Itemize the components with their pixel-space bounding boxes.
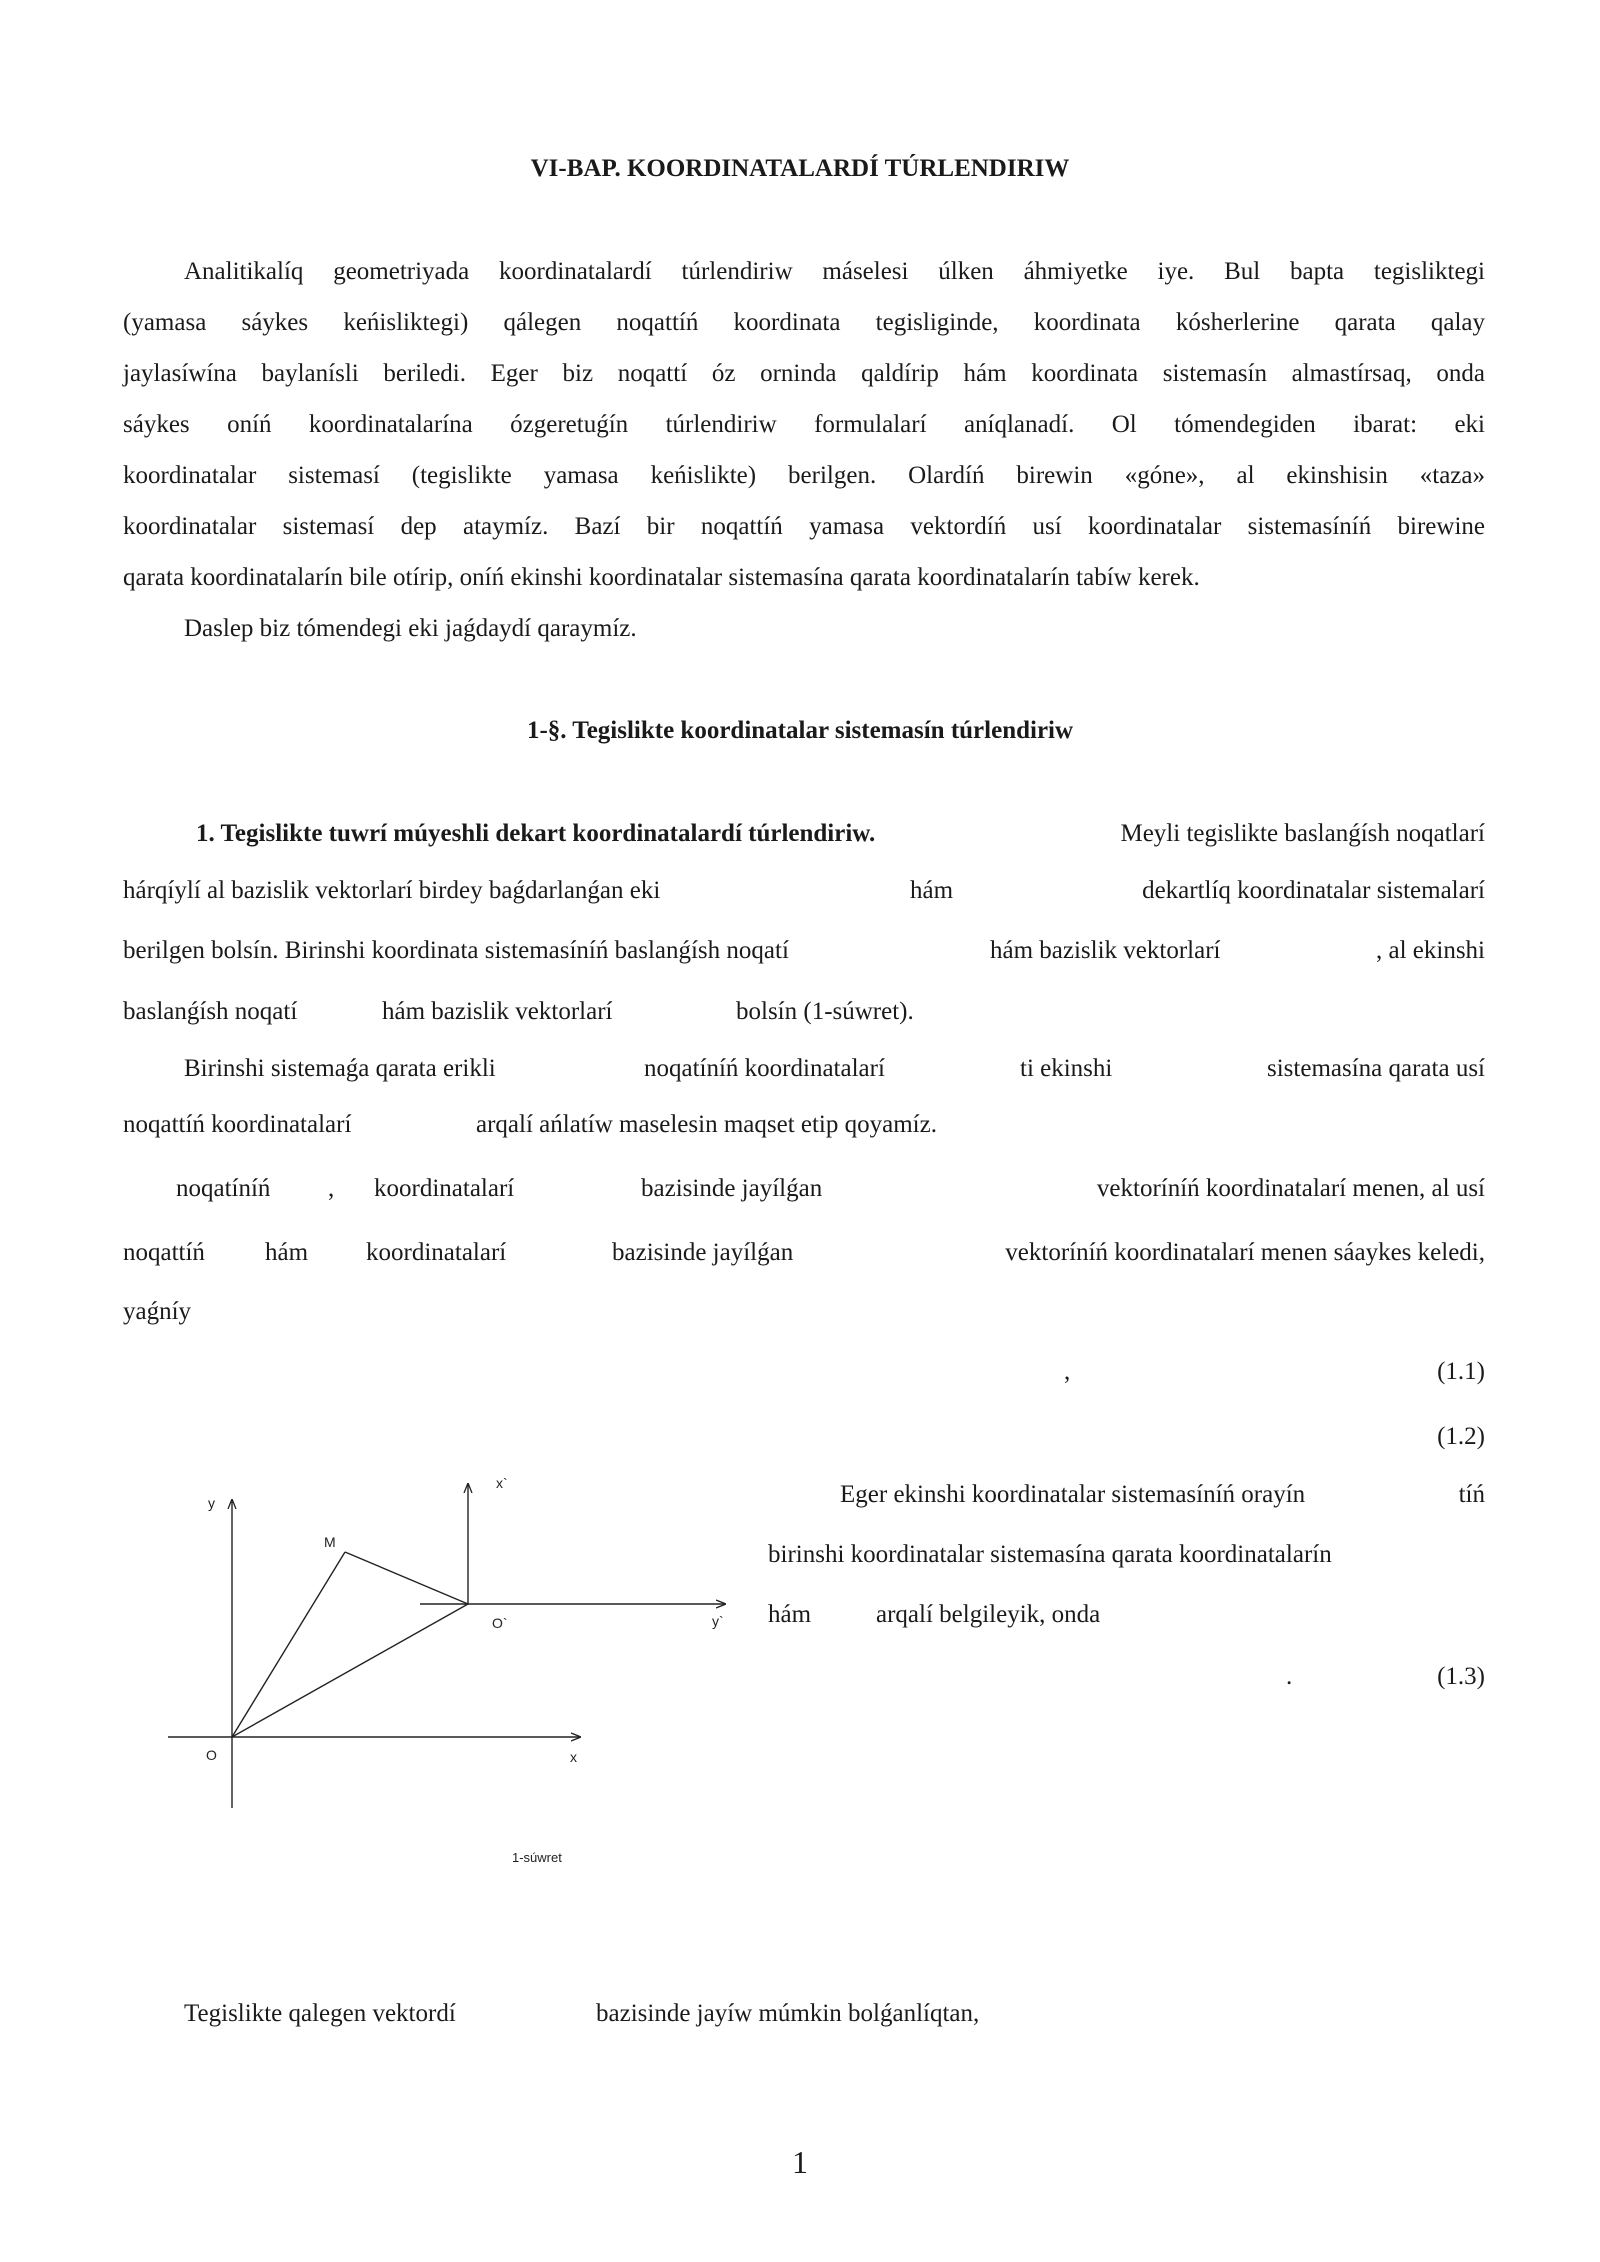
section-title: 1-§. Tegislikte koordinatalar sistemasín túrlendiriw xyxy=(526,717,1074,744)
p4-line2-b: hám xyxy=(265,1239,309,1266)
p3-line1-c: ti ekinshi xyxy=(1020,1055,1113,1082)
subsection-text: Meyli tegislikte baslanǵísh noqatlarí xyxy=(1120,820,1485,847)
page-number: 1 xyxy=(792,2144,808,2180)
label-y2: y` xyxy=(712,1613,724,1629)
p4-line1-b: , xyxy=(328,1175,335,1202)
p2-line3-a: baslanǵísh noqatí xyxy=(123,998,298,1025)
p2-line2-c: , al ekinshi xyxy=(1375,937,1485,964)
intro-line-3: jaylasíwína baylanísli beriledi. Eger biz noqattí óz orninda qaldírip hám koordinata sistemasín almastírsaq, onda xyxy=(123,360,1485,387)
p4-line2-e: vektoríníń koordinatalarí menen sáaykes keledi, xyxy=(1005,1239,1485,1266)
right-col-line3-b: arqalí belgileyik, onda xyxy=(876,1601,1101,1628)
right-col-line1-a: Eger ekinshi koordinatalar sistemasíníń orayín xyxy=(840,1481,1306,1508)
intro-line-8: Daslep biz tómendegi eki jaǵdaydí qaraymíz. xyxy=(184,615,637,642)
intro-line-5: koordinatalar sistemasí (tegislikte yamasa keńislikte) berilgen. Olardíń birewin «góne», al ekinshisin «taza» xyxy=(123,462,1485,489)
p4-line1-c: koordinatalarí xyxy=(374,1175,515,1202)
last-line-a: Tegislikte qalegen vektordí xyxy=(184,2000,456,2027)
p3-line1-b: noqatíníń koordinatalarí xyxy=(644,1055,885,1082)
p2-line1-c: dekartlíq koordinatalar sistemalarí xyxy=(1142,877,1485,904)
label-x: x xyxy=(570,1749,577,1765)
subsection-title: 1. Tegislikte tuwrí múyeshli dekart koordinatalardí túrlendiriw. xyxy=(196,820,876,847)
segment-MO2 xyxy=(345,1552,468,1604)
eq1-separator: , xyxy=(1064,1358,1071,1385)
intro-line-6: koordinatalar sistemasí dep ataymíz. Bazí bir noqattíń yamasa vektordíń usí koordinatalar sistemasíníń birewine xyxy=(123,513,1485,540)
right-col-line3-a: hám xyxy=(768,1601,812,1628)
intro-line-4: sáykes oníń koordinatalarína ózgeretuǵín túrlendiriw formulalarí aníqlanadí. Ol tómendegiden ibarat: eki xyxy=(123,411,1485,438)
intro-line-2: (yamasa sáykes keńisliktegi) qálegen noqattíń koordinata tegisliginde, koordinata kósherlerine qarata qalay xyxy=(123,309,1485,336)
p3-line2-b: arqalí ańlatíw maselesin maqset etip qoyamíz. xyxy=(476,1111,937,1138)
label-x2: x` xyxy=(496,1475,508,1491)
p2-line2-a: berilgen bolsín. Birinshi koordinata sistemasíníń baslanǵísh noqatí xyxy=(123,937,789,964)
p3-line1-d: sistemasína qarata usí xyxy=(1267,1055,1485,1082)
last-line-b: bazisinde jayíw múmkin bolǵanlíqtan, xyxy=(596,2000,980,2027)
eq1-number: (1.1) xyxy=(1437,1358,1485,1385)
p4-line1-d: bazisinde jayílǵan xyxy=(641,1175,823,1202)
p2-line3-c: bolsín (1-súwret). xyxy=(736,998,914,1025)
p4-line2-a: noqattíń xyxy=(123,1239,205,1266)
segment-OO2 xyxy=(232,1604,468,1737)
eq3-number: (1.3) xyxy=(1437,1663,1485,1690)
p4-line3: yaǵníy xyxy=(123,1298,192,1325)
p4-line1-e: vektoríníń koordinatalarí menen, al usí xyxy=(1096,1175,1485,1202)
p2-line2-b: hám bazislik vektorlarí xyxy=(990,937,1221,964)
figure-caption: 1-súwret xyxy=(512,1850,562,1865)
label-y: y xyxy=(208,1495,215,1511)
p2-line1-b: hám xyxy=(910,877,954,904)
right-col-line1-b: tíń xyxy=(1458,1481,1485,1508)
p2-line3-b: hám bazislik vektorlarí xyxy=(382,998,613,1025)
p4-line2-c: koordinatalarí xyxy=(366,1239,507,1266)
right-col-line2: birinshi koordinatalar sistemasína qarata koordinatalarín xyxy=(768,1541,1332,1568)
intro-line-7: qarata koordinatalarín bile otírip, oníń ekinshi koordinatalar sistemasína qarata koordinatalarín tabíw kerek. xyxy=(123,564,1200,591)
p4-line1-a: noqatíníń xyxy=(176,1175,271,1202)
chapter-heading: VI-BAP. KOORDINATALARDÍ TÚRLENDIRIW xyxy=(530,155,1070,182)
eq3-separator: . xyxy=(1286,1663,1293,1690)
intro-line-1: Analitikalíq geometriyada koordinatalardí túrlendiriw máselesi úlken áhmiyetke iye. Bul bapta tegisliktegi xyxy=(184,258,1485,285)
p3-line2-a: noqattíń koordinatalarí xyxy=(123,1111,352,1138)
p2-line1-a: hárqíylí al bazislik vektorlarí birdey baǵdarlanǵan eki xyxy=(123,877,661,904)
figure-coordinate-systems xyxy=(150,1460,750,1880)
p4-line2-d: bazisinde jayílǵan xyxy=(612,1239,794,1266)
label-O: O xyxy=(206,1747,217,1763)
label-M: M xyxy=(324,1534,336,1550)
eq2-number: (1.2) xyxy=(1437,1423,1485,1450)
segment-OM xyxy=(232,1552,345,1737)
p3-line1-a: Birinshi sistemaǵa qarata erikli xyxy=(184,1055,496,1082)
label-O2: O` xyxy=(492,1615,508,1631)
